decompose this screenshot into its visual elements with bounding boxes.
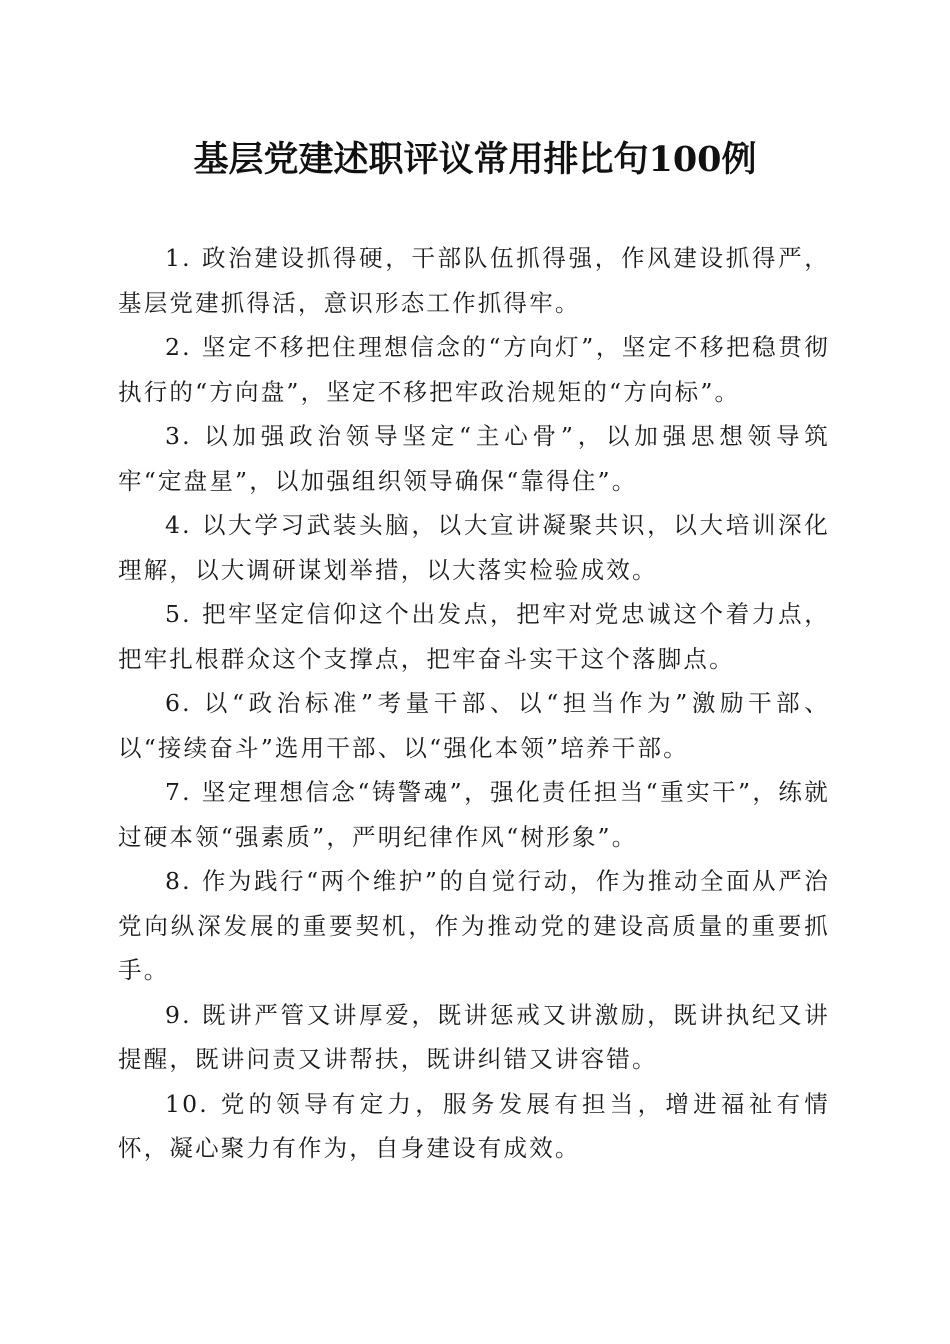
paragraph-6: 6. 以“政治标准”考量干部、以“担当作为”激励干部、以“接续奋斗”选用干部、以“强化本领”培养干部。 bbox=[118, 689, 830, 762]
paragraph-1: 1. 政治建设抓得硬，干部队伍抓得强，作风建设抓得严，基层党建抓得活，意识形态工作抓得牢。 bbox=[118, 244, 830, 317]
paragraph-5: 5. 把牢坚定信仰这个出发点，把牢对党忠诚这个着力点，把牢扎根群众这个支撑点，把牢奋斗实干这个落脚点。 bbox=[118, 600, 830, 673]
document-body bbox=[118, 236, 830, 1171]
document-title: 基层党建述职评议常用排比句100例 bbox=[193, 139, 757, 180]
paragraph-7: 7. 坚定理想信念“铸警魂”，强化责任担当“重实干”，练就过硬本领“强素质”，严明纪律作风“树形象”。 bbox=[118, 778, 830, 851]
paragraph-2: 2. 坚定不移把住理想信念的“方向灯”，坚定不移把稳贯彻执行的“方向盘”，坚定不移把牢政治规矩的“方向标”。 bbox=[118, 333, 830, 406]
paragraph-9: 9. 既讲严管又讲厚爱，既讲惩戒又讲激励，既讲执纪又讲提醒，既讲问责又讲帮扶，既讲纠错又讲容错。 bbox=[118, 1000, 830, 1073]
paragraph-10: 10. 党的领导有定力，服务发展有担当，增进福祉有情怀，凝心聚力有作为，自身建设有成效。 bbox=[118, 1089, 830, 1162]
paragraph-4: 4. 以大学习武装头脑，以大宣讲凝聚共识，以大培训深化理解，以大调研谋划举措，以大落实检验成效。 bbox=[118, 511, 830, 584]
paragraph-8: 8. 作为践行“两个维护”的自觉行动，作为推动全面从严治党向纵深发展的重要契机，作为推动党的建设高质量的重要抓手。 bbox=[118, 867, 830, 984]
paragraph-3: 3. 以加强政治领导坚定“主心骨”，以加强思想领导筑牢“定盘星”，以加强组织领导确保“靠得住”。 bbox=[118, 422, 830, 495]
